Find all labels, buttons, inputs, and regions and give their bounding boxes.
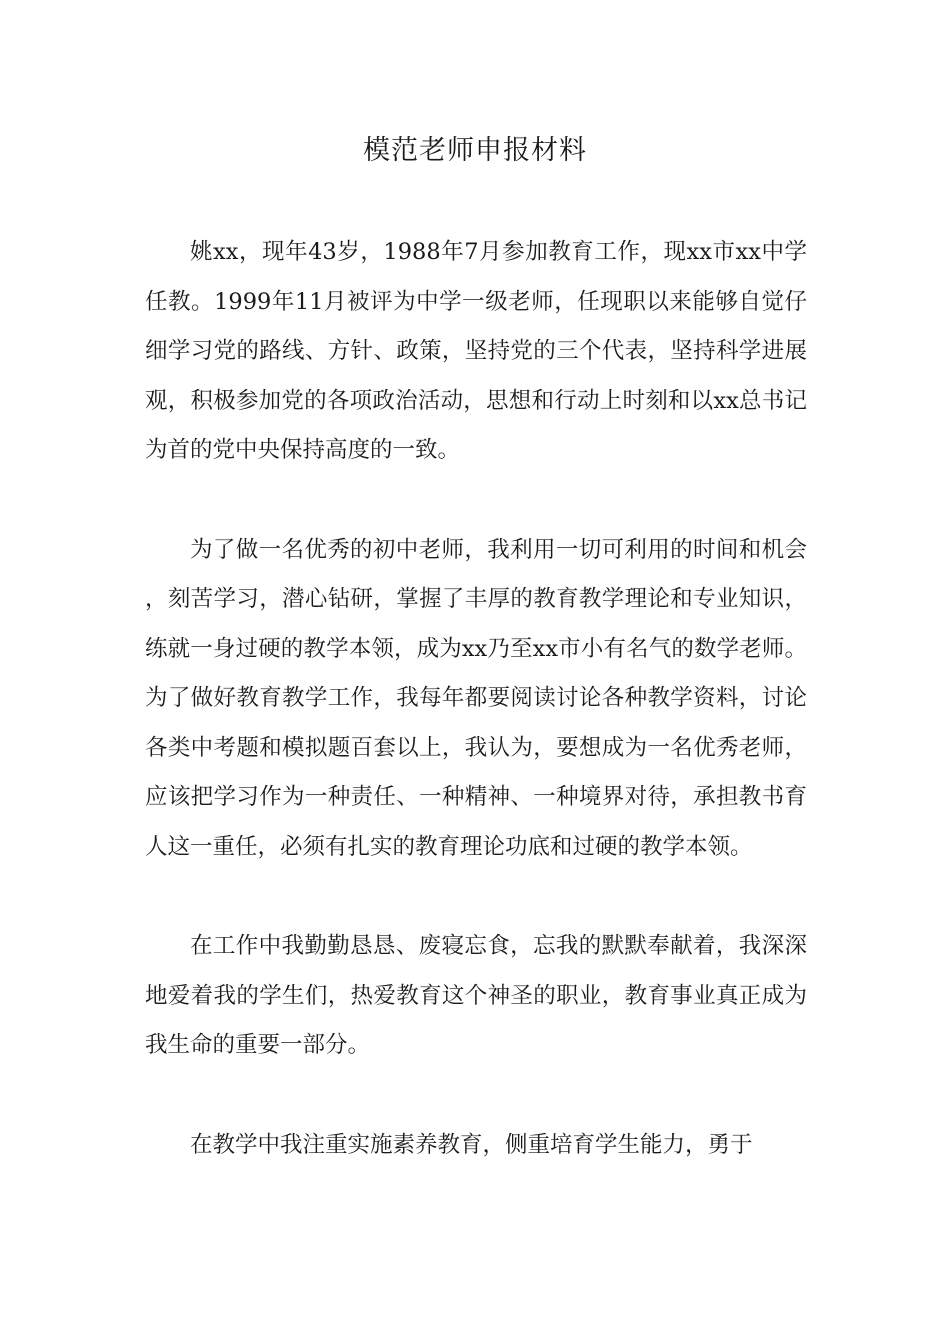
document-body (145, 228, 807, 1220)
paragraph-1: 姚xx，现年43岁，1988年7月参加教育工作，现xx市xx中学任教。1999年11月被评为中学一级老师，任现职以来能够自觉仔细学习党的路线、方针、政策，坚持党的三个代表，坚持科学进展观，积极参加党的各项政治活动，思想和行动上时刻和以xx总书记为首的党中央保持高度的一致。 (145, 239, 807, 463)
paragraph-2: 为了做一名优秀的初中老师，我利用一切可利用的时间和机会，刻苦学习，潜心钻研，掌握了丰厚的教育教学理论和专业知识，练就一身过硬的教学本领，成为xx乃至xx市小有名气的数学老师。为了做好教育教学工作，我每年都要阅读讨论各种教学资料，讨论各类中考题和模拟题百套以上，我认为，要想成为一名优秀老师，应该把学习作为一种责任、一种精神、一种境界对待，承担教书育人这一重任，必须有扎实的教育理论功底和过硬的教学本领。 (145, 536, 807, 860)
document-title: 模范老师申报材料 (363, 135, 587, 166)
paragraph-4: 在教学中我注重实施素养教育，侧重培育学生能力，勇于 (190, 1131, 753, 1158)
paragraph-3: 在工作中我勤勤恳恳、废寝忘食，忘我的默默奉献着，我深深地爱着我的学生们，热爱教育这个神圣的职业，教育事业真正成为我生命的重要一部分。 (145, 933, 807, 1058)
